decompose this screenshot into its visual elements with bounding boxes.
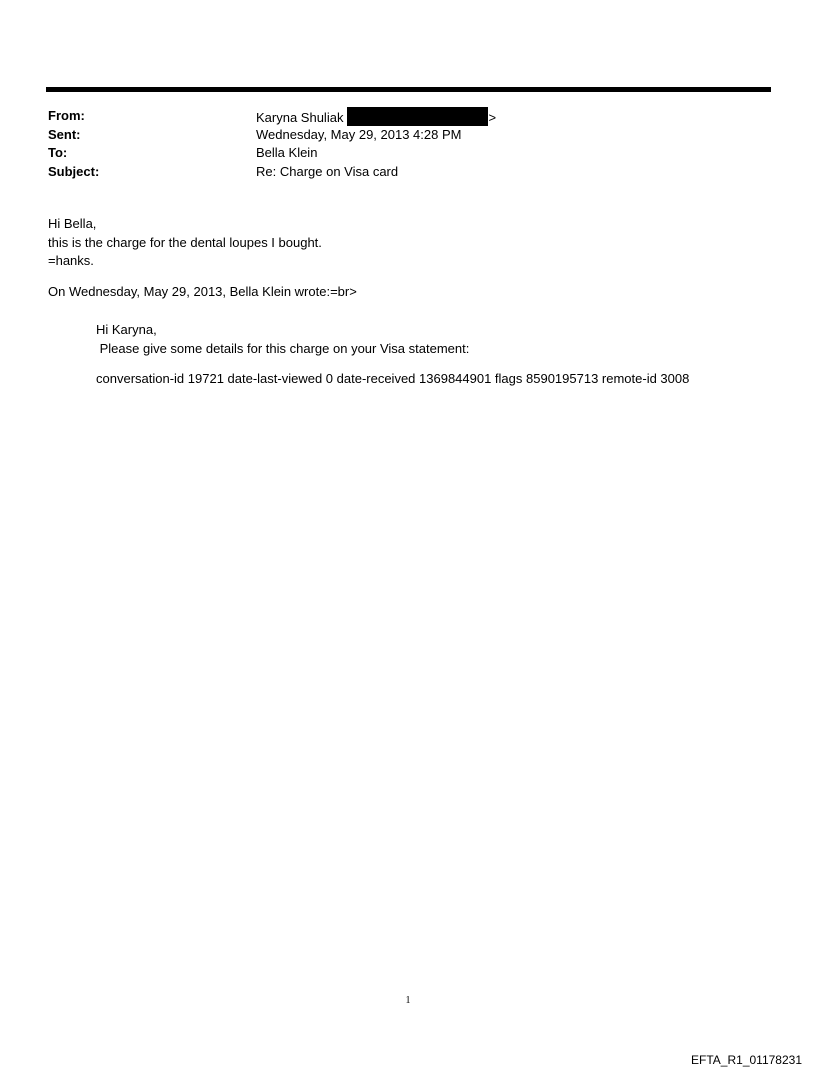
- body-greeting: Hi Bella,: [48, 216, 97, 231]
- page-number: 1: [405, 995, 411, 1006]
- quoted-greeting: Hi Karyna,: [96, 322, 157, 337]
- conversation-metadata: conversation-id 19721 date-last-viewed 0 date-received 1369844901 flags 8590195713 remote-id 3008: [96, 371, 690, 386]
- to-label: To:: [48, 145, 68, 160]
- from-value: [256, 107, 496, 128]
- sender-email-close: >: [488, 110, 497, 125]
- to-value: Bella Klein: [256, 145, 318, 160]
- redacted-email-block: [347, 107, 488, 126]
- reply-intro: On Wednesday, May 29, 2013, Bella Klein wrote:=br>: [48, 283, 357, 299]
- sent-label: Sent:: [48, 126, 81, 142]
- header-divider-rule: [46, 87, 771, 92]
- subject-label: Subject:: [48, 163, 100, 179]
- from-label: From:: [48, 108, 85, 123]
- email-body: [48, 215, 357, 301]
- body-text: this is the charge for the dental loupes I bought.: [48, 234, 322, 250]
- subject-value: Re: Charge on Visa card: [256, 163, 399, 179]
- sent-value: Wednesday, May 29, 2013 4:28 PM: [256, 126, 462, 142]
- body-signoff: =hanks.: [48, 253, 94, 268]
- quoted-request: Please give some details for this charge on your Visa statement:: [96, 340, 470, 356]
- quoted-message: [96, 321, 689, 389]
- bates-number: EFTA_R1_01178231: [691, 1053, 802, 1067]
- sender-name: Karyna Shuliak: [256, 110, 344, 125]
